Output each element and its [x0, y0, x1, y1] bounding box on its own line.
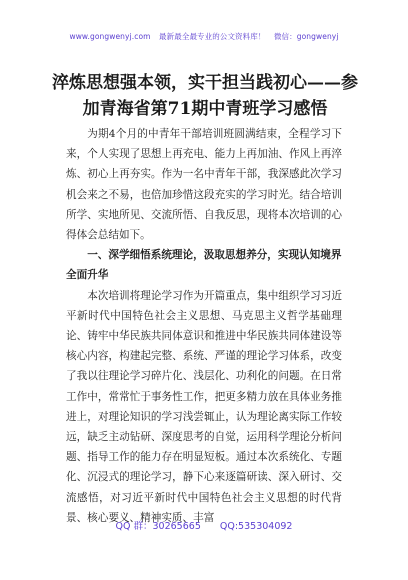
- document-body: [66, 124, 342, 528]
- qq-contact: QQ:535304092: [219, 521, 293, 532]
- intro-paragraph: 为期4个月的中青年干部培训班圆满结束，全程学习下来，个人实现了思想上再充电、能力上再加油、作风上再淬炼、初心上再夯实。作为一名中青年干部，我深感此次学习机会来之不易，也倍加珍惜这段充实的学习时光。结合培训所学、实地所见、交流所悟、自我反思，现将本次培训的心得体会总结如下。: [66, 128, 342, 242]
- wechat-id: 微信：gongwenyj: [273, 32, 339, 41]
- site-url-link[interactable]: www.gongwenyj.com: [69, 32, 151, 41]
- section-heading: 一、深学细悟系统理论，汲取思想养分，实现认知境界全面升华: [66, 249, 342, 282]
- section-paragraph: 本次培训将理论学习作为开篇重点，集中组织学习习近平新时代中国特色社会主义思想、马克思主义哲学基础理论、铸牢中华民族共同体意识和推进中华民族共同体建设等核心内容，构建起完整、系统、严谨的理论学习体系，改变了我以往理论学习碎片化、浅层化、功利化的问题。在日常工作中，常常忙于事务性工作，把更多精力放在具体业务推进上，对理论知识的学习浅尝辄止，认为理论离实际工作较远，缺乏主动钻研、深度思考的自觉，运用科学理论分析问题、指导工作的能力存在明显短板。通过本次系统化、专题化、沉浸式的理论学习，静下心来逐篇研读、深入研讨、交流感悟，对习近平新时代中国特色社会主义思想的时代背景、核心要义、精神实质、丰富: [66, 289, 342, 524]
- site-slogan: 最新最全最专业的公文资料库！: [159, 32, 266, 41]
- site-header: [0, 31, 408, 42]
- page-footer: [0, 518, 408, 532]
- qq-group: QQ 群：30265665: [115, 521, 201, 532]
- document-title: 淬炼思想强本领，实干担当践初心——参加青海省第71期中青班学习感悟: [52, 73, 358, 119]
